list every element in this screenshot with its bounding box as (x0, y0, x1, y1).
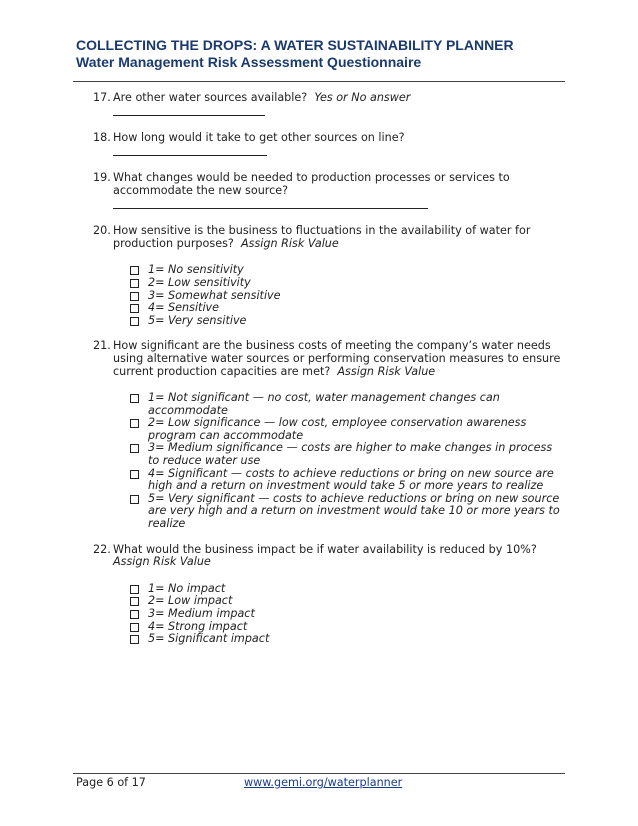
checkbox-icon[interactable] (130, 419, 139, 428)
question-number: 21. (93, 339, 111, 353)
question-21 (93, 340, 563, 530)
question-20 (93, 225, 563, 327)
answer-blank[interactable] (113, 145, 267, 156)
checkbox-icon[interactable] (130, 585, 139, 594)
checkbox-icon[interactable] (130, 279, 139, 288)
option-item[interactable] (130, 417, 563, 442)
option-item[interactable] (130, 468, 563, 493)
question-text: Are other water sources available? (113, 91, 308, 104)
question-number: 22. (93, 542, 111, 556)
question-19 (93, 172, 563, 212)
answer-blank[interactable] (113, 105, 265, 116)
question-hint: Yes or No answer (314, 91, 411, 104)
option-label: 4= Strong impact (148, 619, 248, 633)
checkbox-icon[interactable] (130, 610, 139, 619)
question-number: 20. (93, 224, 111, 238)
question-number: 17. (93, 91, 111, 104)
question-text: How sensitive is the business to fluctuations in the availability of water for production purposes? (113, 224, 531, 250)
option-item[interactable] (130, 315, 563, 328)
option-label: 5= Very significant — costs to achieve reductions or bring on new source are very high and a return on investment would take 10 or more years to realize (148, 491, 560, 531)
header-divider (73, 81, 565, 82)
option-label: 5= Very sensitive (148, 313, 247, 327)
checkbox-icon[interactable] (130, 635, 139, 644)
document-title: COLLECTING THE DROPS: A WATER SUSTAINABILITY PLANNER (76, 37, 514, 53)
question-hint: Assign Risk Value (113, 555, 211, 569)
option-label: 4= Sensitive (148, 301, 220, 315)
question-text: How long would it take to get other sources on line? (113, 131, 405, 145)
checkbox-icon[interactable] (130, 394, 139, 403)
option-label: 3= Medium impact (148, 607, 255, 620)
checkbox-icon[interactable] (130, 266, 139, 275)
answer-blank[interactable] (113, 198, 428, 209)
questionnaire (93, 92, 563, 659)
checkbox-icon[interactable] (130, 317, 139, 326)
option-list (113, 392, 563, 531)
option-label: 3= Medium significance — costs are higher to make changes in process to reduce water use (148, 441, 553, 468)
question-number: 18. (93, 131, 111, 145)
checkbox-icon[interactable] (130, 304, 139, 313)
document-header (76, 37, 566, 71)
question-hint: Assign Risk Value (337, 364, 436, 378)
option-label: 1= Not significant — no cost, water management changes can accommodate (148, 391, 500, 417)
checkbox-icon[interactable] (130, 470, 139, 479)
checkbox-icon[interactable] (130, 623, 139, 632)
checkbox-icon[interactable] (130, 597, 139, 606)
question-18 (93, 132, 563, 159)
question-17 (93, 92, 563, 119)
page-number: Page 6 of 17 (76, 776, 146, 789)
question-hint: Assign Risk Value (240, 236, 339, 250)
option-item[interactable] (130, 493, 563, 531)
option-label: 4= Significant — costs to achieve reductions or bring on new source are high and a return on investment would take 5 or more years to realize (148, 466, 554, 493)
option-list (113, 264, 563, 327)
option-label: 1= No impact (148, 581, 226, 595)
checkbox-icon[interactable] (130, 495, 139, 504)
question-text: What changes would be needed to production processes or services to accommodate the new source? (113, 171, 510, 197)
question-text: How significant are the business costs of meeting the company’s water needs using alternative water sources or performing conservation measures to ensure current production capacities are met? (113, 339, 561, 378)
question-22 (93, 544, 563, 646)
website-link[interactable]: www.gemi.org/waterplanner (244, 776, 403, 789)
option-item[interactable] (130, 442, 563, 467)
checkbox-icon[interactable] (130, 444, 139, 453)
question-number: 19. (93, 171, 111, 185)
option-label: 2= Low significance — low cost, employee conservation awareness program can accommodate (148, 416, 527, 442)
checkbox-icon[interactable] (130, 292, 139, 301)
footer-divider (73, 773, 565, 774)
option-label: 1= No sensitivity (148, 263, 244, 277)
option-item[interactable] (130, 633, 563, 646)
option-list (113, 583, 563, 646)
option-label: 2= Low sensitivity (148, 275, 251, 289)
option-label: 5= Significant impact (148, 632, 270, 646)
option-item[interactable] (130, 392, 563, 417)
option-label: 3= Somewhat sensitive (148, 288, 281, 302)
question-text: What would the business impact be if water availability is reduced by 10%? (113, 542, 537, 556)
document-subtitle: Water Management Risk Assessment Questionnaire (76, 54, 422, 70)
option-label: 2= Low impact (148, 594, 233, 608)
